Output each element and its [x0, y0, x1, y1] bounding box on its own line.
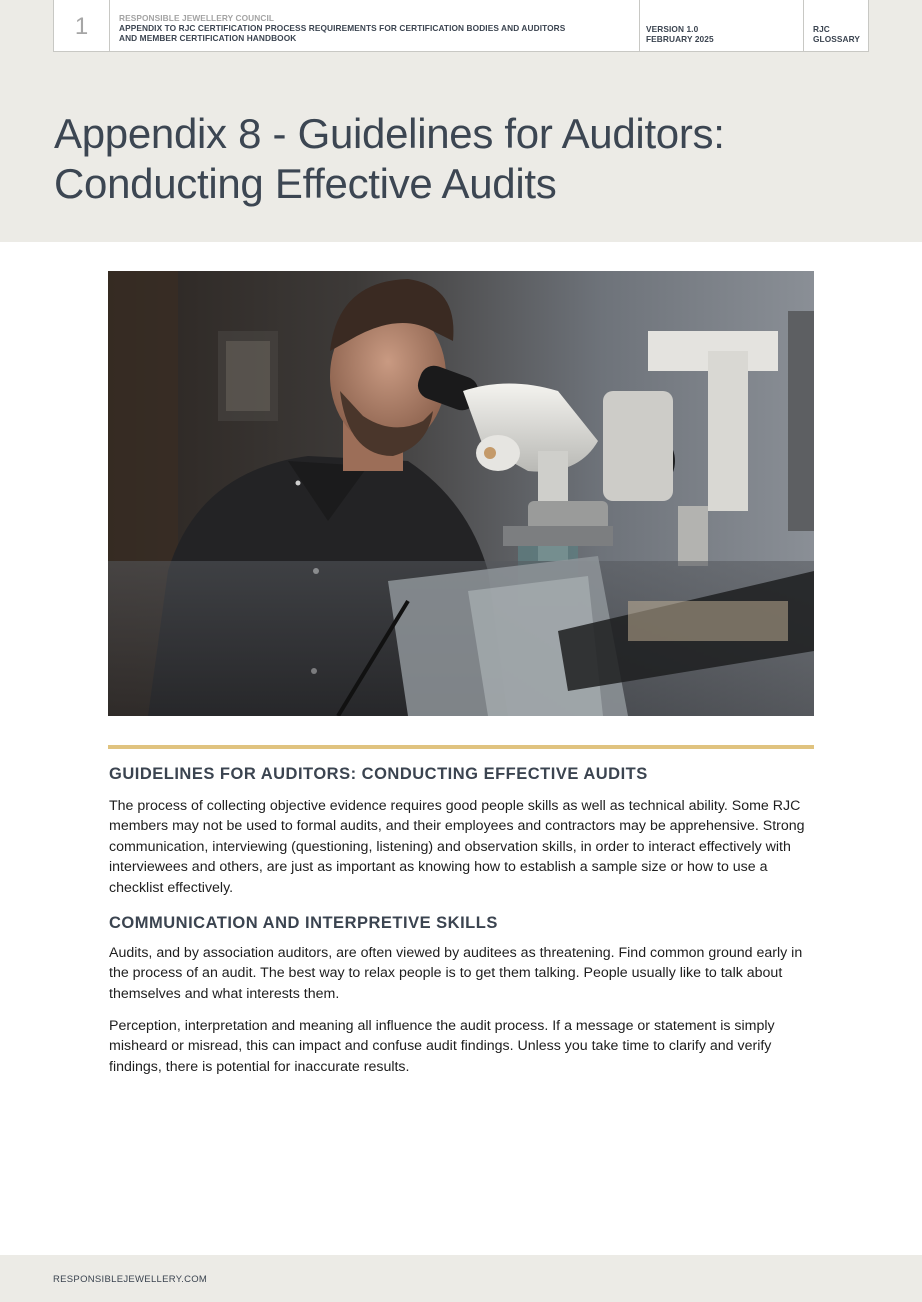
page-title-line-1: Appendix 8 - Guidelines for Auditors: — [54, 110, 725, 157]
header-date: FEBRUARY 2025 — [646, 34, 714, 44]
header-version: VERSION 1.0 — [646, 24, 699, 34]
page-number: 1 — [74, 12, 89, 40]
running-header — [53, 0, 869, 52]
section-heading-guidelines: GUIDELINES FOR AUDITORS: CONDUCTING EFFECTIVE AUDITS — [109, 765, 648, 783]
glossary-link-line-1: RJC — [813, 24, 830, 34]
header-title-line-2: AND MEMBER CERTIFICATION HANDBOOK — [119, 33, 297, 43]
footer-website-link[interactable]: RESPONSIBLEJEWELLERY.COM — [53, 1274, 208, 1285]
glossary-link[interactable] — [803, 0, 869, 51]
header-document-title — [109, 0, 639, 51]
header-org-name: RESPONSIBLE JEWELLERY COUNCIL — [119, 13, 275, 23]
guidelines-paragraph: The process of collecting objective evidence requires good people skills as well as technical ability. Some RJC members may not be used to formal audits, and their employees and contractors may be apprehensive. Strong communication, interviewing (questioning, listening) and observation skills, in order to interact effectively with interviewees and others, are just as important as knowing how to establish a sample size or how to use a checklist effectively. — [109, 798, 805, 896]
section-heading-communication: COMMUNICATION AND INTERPRETIVE SKILLS — [109, 914, 498, 932]
communication-paragraph-1: Audits, and by association auditors, are often viewed by auditees as threatening. Find common ground early in the process of an audit. The best way to relax people is to get them talking. People usually like to talk about themselves and what interests them. — [109, 945, 803, 1002]
page-title — [54, 109, 874, 209]
header-title-line-1: APPENDIX TO RJC CERTIFICATION PROCESS REQUIREMENTS FOR CERTIFICATION BODIES AND AUDITORS — [119, 23, 566, 33]
page-title-line-2: Conducting Effective Audits — [54, 160, 557, 207]
header-version-block — [639, 0, 803, 51]
glossary-link-line-2: GLOSSARY — [813, 34, 861, 44]
accent-divider — [108, 745, 814, 749]
communication-paragraph-2: Perception, interpretation and meaning all influence the audit process. If a message or statement is simply misheard or misread, this can impact and confuse audit findings. Unless you take time to clarify and verify findings, there is potential for inaccurate results. — [109, 1018, 775, 1075]
auditor-microscope-photo — [108, 271, 814, 716]
